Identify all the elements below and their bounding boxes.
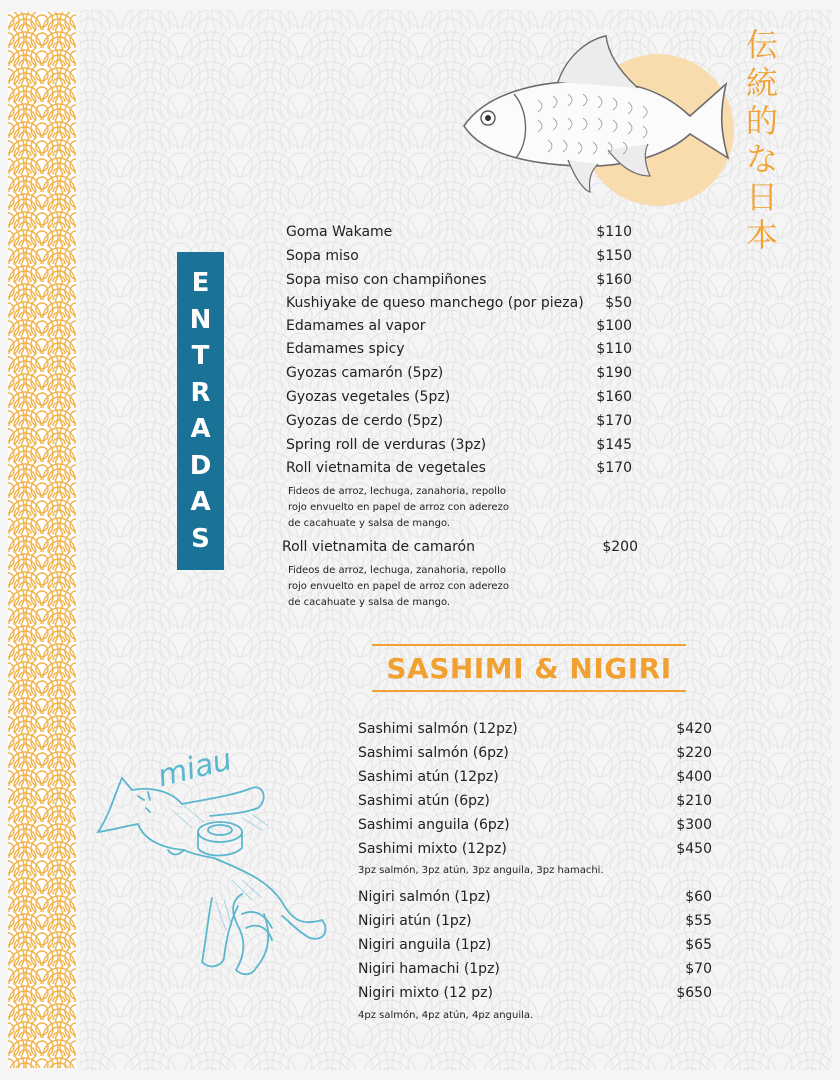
item-name: Roll vietnamita de camarón	[282, 539, 475, 555]
item-price: $300	[676, 817, 712, 833]
jp-char: 伝	[745, 26, 778, 64]
cat-caption: miau	[154, 742, 236, 795]
menu-item	[286, 272, 632, 288]
item-price: $160	[596, 272, 632, 288]
item-price: $170	[596, 460, 632, 476]
jp-char: 日	[745, 178, 778, 216]
item-name: Nigiri salmón (1pz)	[358, 889, 491, 905]
menu-item	[286, 389, 632, 405]
item-name: Gyozas vegetales (5pz)	[286, 389, 451, 405]
item-price: $160	[596, 389, 632, 405]
desc-line: rojo envuelto en papel de arroz con aderezo	[288, 502, 509, 513]
item-price: $220	[676, 745, 712, 761]
jp-char: 本	[745, 216, 778, 254]
item-name: Sashimi anguila (6pz)	[358, 817, 510, 833]
item-price: $50	[605, 295, 632, 311]
menu-item	[286, 365, 632, 381]
menu-item	[286, 437, 632, 453]
side-wave-strip	[8, 12, 76, 1068]
menu-item	[358, 721, 712, 737]
item-name: Sashimi atún (12pz)	[358, 769, 499, 785]
item-price: $70	[685, 961, 712, 977]
item-name: Sashimi mixto (12pz)	[358, 841, 507, 857]
item-name: Nigiri atún (1pz)	[358, 913, 472, 929]
menu-item	[286, 248, 632, 264]
item-name: Gyozas camarón (5pz)	[286, 365, 444, 381]
desc-line: de cacahuate y salsa de mango.	[288, 597, 451, 608]
desc-line: de cacahuate y salsa de mango.	[288, 518, 451, 529]
entradas-section-banner	[177, 252, 224, 570]
item-price: $210	[676, 793, 712, 809]
item-name: Kushiyake de queso manchego (por pieza)	[286, 295, 584, 311]
item-price: $145	[596, 437, 632, 453]
jp-char: な	[745, 140, 778, 178]
item-price: $420	[676, 721, 712, 737]
sashimi-nigiri-heading	[372, 644, 686, 692]
menu-item	[358, 793, 712, 809]
item-price: $150	[596, 248, 632, 264]
item-name: Spring roll de verduras (3pz)	[286, 437, 487, 453]
menu-item	[286, 295, 632, 311]
japanese-vertical-text	[742, 26, 782, 254]
item-price: $200	[602, 539, 638, 555]
item-name: Sashimi salmón (6pz)	[358, 745, 509, 761]
banner-letter: A	[190, 487, 211, 518]
menu-item	[358, 937, 712, 953]
menu-item	[358, 889, 712, 905]
item-name: Nigiri anguila (1pz)	[358, 937, 492, 953]
menu-item	[358, 769, 712, 785]
menu-item	[286, 341, 632, 357]
desc-line: Fideos de arroz, lechuga, zanahoria, repollo	[288, 486, 506, 497]
menu-item	[282, 539, 638, 555]
banner-letter: S	[191, 523, 210, 554]
section-title: SASHIMI & NIGIRI	[386, 651, 672, 685]
item-price: $650	[676, 985, 712, 1001]
item-description	[288, 563, 548, 611]
menu-item	[286, 413, 632, 429]
menu-item	[358, 745, 712, 761]
item-price: $110	[596, 341, 632, 357]
menu-item	[358, 913, 712, 929]
menu-item	[286, 318, 632, 334]
menu-item	[358, 985, 712, 1001]
desc-line: rojo envuelto en papel de arroz con aderezo	[288, 581, 509, 592]
menu-item	[286, 460, 632, 476]
item-name: Sopa miso	[286, 248, 359, 264]
item-price: $190	[596, 365, 632, 381]
item-price: $170	[596, 413, 632, 429]
fish-illustration	[458, 30, 738, 210]
item-name: Edamames spicy	[286, 341, 405, 357]
cat-illustration	[92, 730, 342, 990]
banner-letter: A	[190, 414, 211, 445]
jp-char: 統	[745, 64, 778, 102]
item-name: Edamames al vapor	[286, 318, 426, 334]
item-name: Sashimi atún (6pz)	[358, 793, 490, 809]
item-price: $60	[685, 889, 712, 905]
menu-item	[358, 841, 712, 857]
menu-item	[358, 961, 712, 977]
item-description	[288, 484, 548, 532]
banner-letter: R	[190, 377, 211, 408]
item-name: Roll vietnamita de vegetales	[286, 460, 486, 476]
menu-item	[286, 224, 632, 240]
item-price: $55	[685, 913, 712, 929]
item-name: Nigiri hamachi (1pz)	[358, 961, 500, 977]
item-price: $100	[596, 318, 632, 334]
banner-letter: T	[191, 341, 210, 372]
item-description: 3pz salmón, 3pz atún, 3pz anguila, 3pz hamachi.	[358, 865, 604, 876]
desc-line: Fideos de arroz, lechuga, zanahoria, repollo	[288, 565, 506, 576]
item-name: Sopa miso con champiñones	[286, 272, 487, 288]
item-price: $400	[676, 769, 712, 785]
item-price: $65	[685, 937, 712, 953]
item-price: $450	[676, 841, 712, 857]
item-name: Sashimi salmón (12pz)	[358, 721, 518, 737]
menu-item	[358, 817, 712, 833]
banner-letter: E	[191, 268, 210, 299]
banner-letter: D	[189, 450, 212, 481]
jp-char: 的	[745, 102, 778, 140]
banner-letter: N	[189, 304, 212, 335]
item-price: $110	[596, 224, 632, 240]
item-name: Goma Wakame	[286, 224, 393, 240]
item-name: Nigiri mixto (12 pz)	[358, 985, 493, 1001]
item-name: Gyozas de cerdo (5pz)	[286, 413, 444, 429]
item-description: 4pz salmón, 4pz atún, 4pz anguila.	[358, 1010, 534, 1021]
